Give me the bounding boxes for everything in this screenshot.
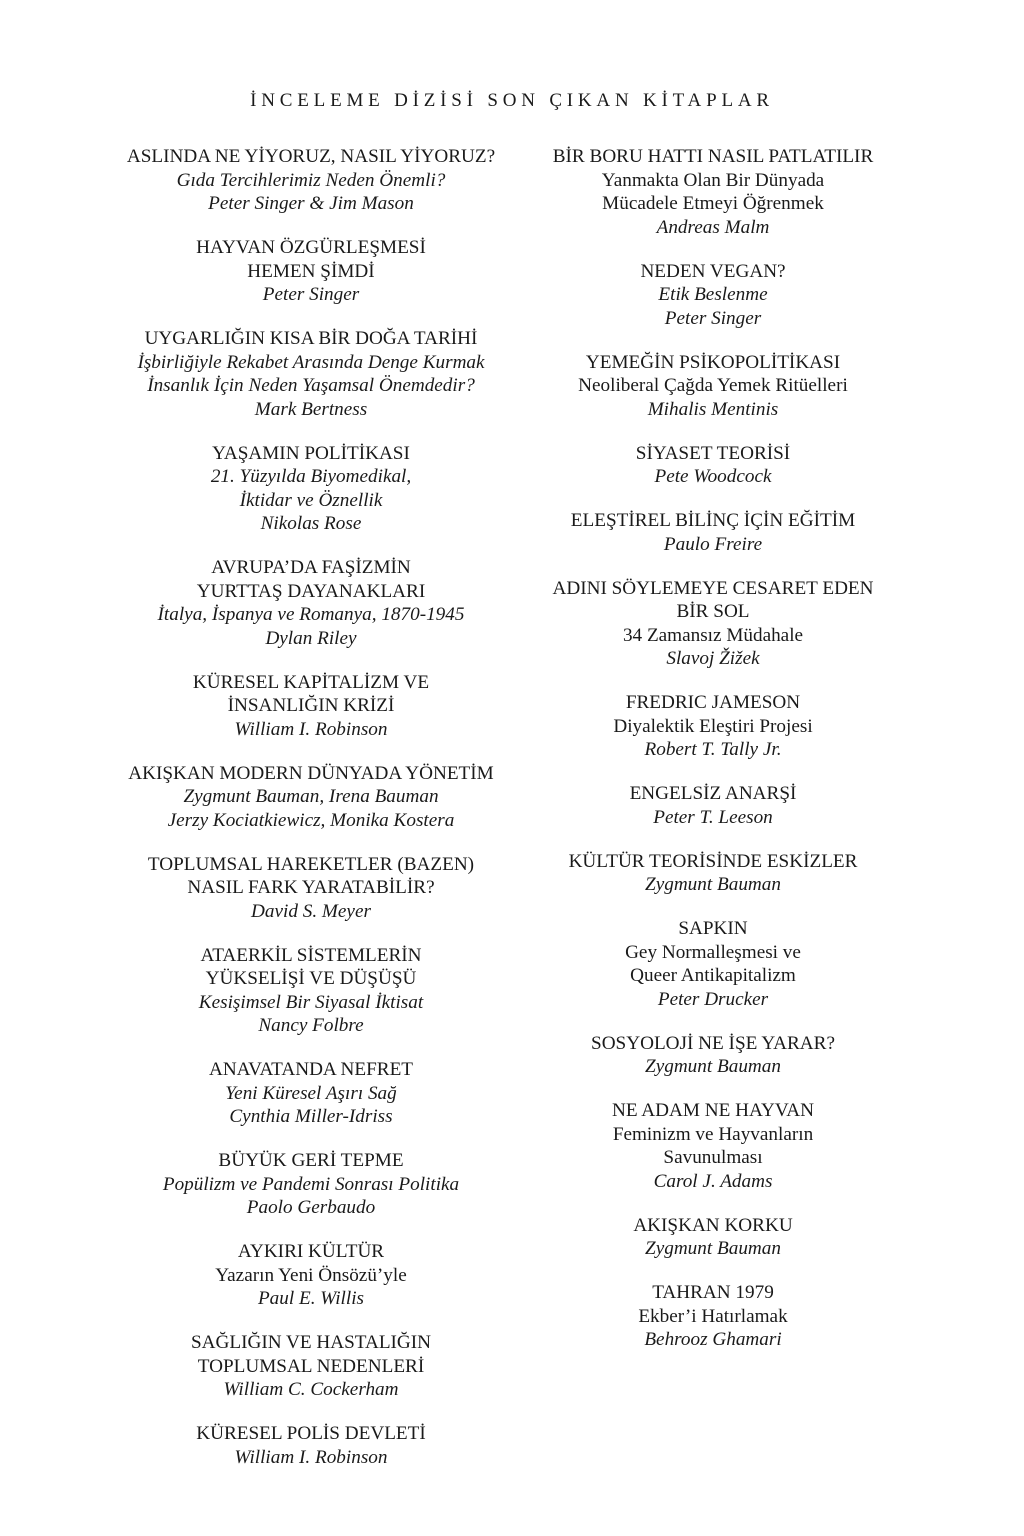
book-italic-line: İtalya, İspanya ve Romanya, 1870-1945 — [157, 604, 465, 625]
book-italic-line: Zygmunt Bauman — [645, 1238, 781, 1259]
book-italic-line: Peter Singer — [664, 307, 762, 329]
book-title: HEMEN ŞİMDİ — [247, 260, 375, 282]
book-subtitle: Gey Normalleşmesi ve — [625, 941, 801, 963]
book-subtitle: 34 Zamansız Müdahale — [622, 624, 804, 646]
book-italic-line: İşbirliğiyle Rekabet Arasında Denge Kurmak — [137, 351, 485, 373]
book-italic-line: Dylan Riley — [265, 627, 357, 649]
book-title: YAŞAMIN POLİTİKASI — [212, 442, 410, 464]
book-entry — [503, 509, 923, 556]
book-italic-line: Cynthia Miller-Idriss — [229, 1106, 393, 1127]
book-title: İNSANLIĞIN KRİZİ — [227, 695, 395, 716]
book-title: ENGELSİZ ANARŞİ — [629, 783, 797, 804]
book-title: ADINI SÖYLEMEYE CESARET EDEN — [552, 577, 874, 599]
book-italic-line: Peter Drucker — [657, 988, 769, 1010]
book-italic-line: Mark Bertness — [254, 398, 368, 420]
book-entry — [101, 671, 521, 742]
book-entry — [503, 782, 923, 829]
book-italic-line: İktidar ve Öznellik — [239, 489, 383, 511]
book-italic-line: Peter Singer — [262, 284, 360, 305]
book-subtitle: Feminizm ve Hayvanların — [612, 1123, 814, 1145]
book-italic-line: 21. Yüzyılda Biyomedikal, — [210, 466, 412, 487]
book-entry — [503, 1032, 923, 1079]
book-italic-line: Zygmunt Bauman — [645, 874, 781, 895]
book-title: AYKIRI KÜLTÜR — [237, 1241, 385, 1262]
book-title: UYGARLIĞIN KISA BİR DOĞA TARİHİ — [144, 328, 478, 349]
book-title: ELEŞTİREL BİLİNÇ İÇİN EĞİTİM — [570, 510, 856, 531]
page-heading: İNCELEME DİZİSİ SON ÇIKAN KİTAPLAR — [250, 90, 774, 111]
book-italic-line: David S. Meyer — [251, 900, 371, 922]
book-title: SOSYOLOJİ NE İŞE YARAR? — [591, 1032, 835, 1054]
book-italic-line: Gıda Tercihlerimiz Neden Önemli? — [176, 169, 446, 191]
book-entry — [101, 145, 521, 216]
book-title: NE ADAM NE HAYVAN — [611, 1100, 815, 1121]
book-entry — [101, 1240, 521, 1311]
book-title: KÜRESEL POLİS DEVLETİ — [196, 1423, 426, 1444]
book-subtitle: Queer Antikapitalizm — [630, 965, 796, 986]
book-entry — [503, 351, 923, 422]
book-italic-line: Pete Woodcock — [654, 466, 772, 487]
book-title: YÜKSELİŞİ VE DÜŞÜŞÜ — [205, 968, 417, 989]
book-italic-line: Andreas Malm — [656, 216, 770, 238]
book-italic-line: William I. Robinson — [234, 1446, 388, 1468]
book-title: SİYASET TEORİSİ — [635, 442, 791, 464]
book-title: YURTTAŞ DAYANAKLARI — [196, 580, 426, 602]
book-entry — [503, 1281, 923, 1352]
book-entry — [101, 1058, 521, 1129]
book-entry — [101, 236, 521, 307]
book-italic-line: Nancy Folbre — [258, 1015, 364, 1036]
book-title: BİR SOL — [676, 601, 750, 622]
book-title: BİR BORU HATTI NASIL PATLATILIR — [552, 146, 874, 167]
book-entry — [101, 1149, 521, 1220]
book-entry — [503, 1099, 923, 1193]
book-italic-line: Paulo Freire — [663, 533, 763, 555]
book-title: NEDEN VEGAN? — [640, 260, 786, 282]
book-subtitle: Diyalektik Eleştiri Projesi — [613, 715, 813, 737]
book-title: TAHRAN 1979 — [652, 1282, 774, 1303]
book-italic-line: İnsanlık İçin Neden Yaşamsal Önemdedir? — [147, 375, 475, 396]
book-title: ASLINDA NE YİYORUZ, NASIL YİYORUZ? — [126, 146, 496, 167]
book-title: HAYVAN ÖZGÜRLEŞMESİ — [196, 237, 426, 258]
book-title: AKIŞKAN KORKU — [633, 1214, 793, 1236]
book-italic-line: Mihalis Mentinis — [647, 398, 779, 420]
book-italic-line: Peter Singer & Jim Mason — [208, 193, 414, 214]
book-title: AVRUPA’DA FAŞİZMİN — [211, 557, 411, 578]
book-title: NASIL FARK YARATABİLİR? — [187, 877, 435, 898]
book-entry — [503, 442, 923, 489]
book-italic-line: Zygmunt Bauman — [645, 1056, 781, 1077]
book-italic-line: Slavoj Žižek — [666, 648, 760, 669]
book-subtitle: Savunulması — [663, 1147, 763, 1168]
book-title: ATAERKİL SİSTEMLERİN — [200, 944, 422, 966]
book-entry — [101, 944, 521, 1038]
book-title: YEMEĞİN PSİKOPOLİTİKASI — [585, 351, 841, 373]
book-italic-line: Kesişimsel Bir Siyasal İktisat — [198, 991, 424, 1013]
book-italic-line: Paolo Gerbaudo — [246, 1197, 376, 1218]
book-subtitle: Ekber’i Hatırlamak — [638, 1305, 788, 1327]
book-italic-line: Jerzy Kociatkiewicz, Monika Kostera — [167, 809, 455, 831]
book-subtitle: Neoliberal Çağda Yemek Ritüelleri — [578, 375, 848, 396]
book-italic-line: William I. Robinson — [234, 718, 388, 740]
book-subtitle: Yanmakta Olan Bir Dünyada — [601, 169, 825, 191]
book-title: ANAVATANDA NEFRET — [208, 1059, 414, 1080]
book-entry — [101, 556, 521, 650]
book-entry — [503, 850, 923, 897]
book-title: BÜYÜK GERİ TEPME — [218, 1150, 404, 1171]
book-title: AKIŞKAN MODERN DÜNYADA YÖNETİM — [128, 762, 494, 784]
book-italic-line: Robert T. Tally Jr. — [644, 739, 782, 760]
book-title: FREDRIC JAMESON — [625, 692, 801, 713]
book-entry — [503, 145, 923, 239]
book-italic-line: Etik Beslenme — [658, 284, 768, 305]
book-entry — [101, 1422, 521, 1469]
book-title: KÜLTÜR TEORİSİNDE ESKİZLER — [568, 850, 858, 872]
left-column — [101, 145, 521, 1490]
book-title: SAPKIN — [678, 918, 748, 939]
book-italic-line: Paul E. Willis — [257, 1288, 365, 1309]
book-italic-line: Yeni Küresel Aşırı Sağ — [225, 1082, 397, 1104]
book-title: SAĞLIĞIN VE HASTALIĞIN — [190, 1332, 432, 1353]
book-entry — [503, 917, 923, 1011]
book-entry — [503, 691, 923, 762]
book-italic-line: Carol J. Adams — [653, 1170, 773, 1192]
book-entry — [101, 442, 521, 536]
book-italic-line: Behrooz Ghamari — [644, 1329, 782, 1350]
book-subtitle: Mücadele Etmeyi Öğrenmek — [602, 193, 824, 214]
book-entry — [101, 762, 521, 833]
right-column — [503, 145, 923, 1372]
book-title: TOPLUMSAL HAREKETLER (BAZEN) — [147, 853, 475, 875]
book-title: KÜRESEL KAPİTALİZM VE — [192, 671, 430, 693]
book-italic-line: Nikolas Rose — [260, 513, 362, 534]
book-entry — [503, 260, 923, 331]
book-italic-line: Popülizm ve Pandemi Sonrası Politika — [162, 1173, 460, 1195]
book-entry — [101, 1331, 521, 1402]
book-entry — [503, 1214, 923, 1261]
book-entry — [503, 577, 923, 671]
book-subtitle: Yazarın Yeni Önsözü’yle — [215, 1264, 407, 1286]
book-entry — [101, 327, 521, 421]
book-title: TOPLUMSAL NEDENLERİ — [197, 1355, 425, 1377]
book-italic-line: Peter T. Leeson — [653, 806, 773, 828]
book-italic-line: Zygmunt Bauman, Irena Bauman — [183, 786, 439, 807]
book-italic-line: William C. Cockerham — [223, 1379, 399, 1400]
book-entry — [101, 853, 521, 924]
